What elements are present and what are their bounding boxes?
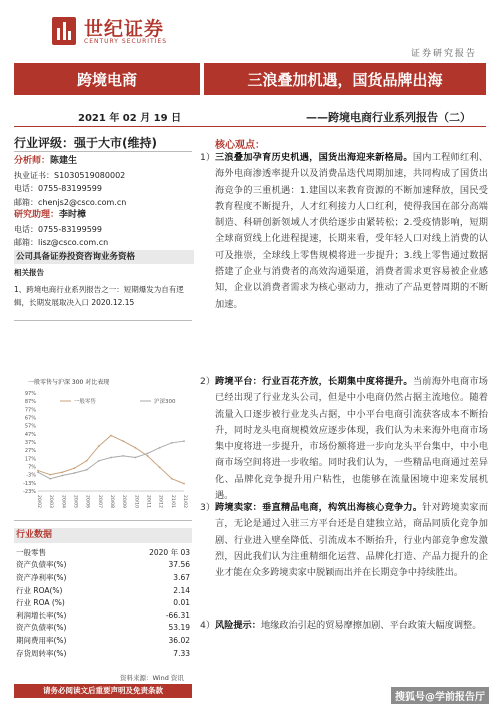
x-tick-label: 21/01	[169, 495, 175, 508]
data-point	[171, 478, 173, 480]
data-point	[49, 474, 51, 476]
x-tick-label: 20/08	[109, 495, 114, 508]
y-tick-label: 67%	[24, 415, 36, 422]
table-row	[14, 546, 192, 559]
data-point	[147, 455, 149, 457]
related-title: 相关报告	[14, 268, 44, 277]
divider	[14, 151, 192, 152]
table-row	[14, 559, 192, 572]
divider	[14, 320, 192, 321]
data-point	[86, 469, 88, 471]
point-body: 国内工程师红利、海外电商渗透率提升以及消费品迭代周期加速，共同构成了国货出海竞争的三重机遇：1.建国以来教育资源的不断加速释放，国民受教育程度不断提升，人才红利接力人口红利，使得我国在部分高端制造、科研创新领域人才供给逐步由紧转松；2.受疫情影响，短期全球商贸线上化进程提速，长期来看，受年轻人口对线上消费的认可及推崇，全球线上零售规模将进一步提升；3.线上零售通过数据搭建了企业与消费者的高效沟通渠道，消费者需求更容易被企业感知，企业以消费者需求为核心驱动力，推动了产品更替周期的不断加速。	[215, 152, 488, 310]
point-heading: 风险提示：	[215, 620, 261, 631]
disclaimer-footer: 请务必阅读文后重要声明及免责条款	[14, 684, 192, 698]
x-tick-label: 20/03	[48, 495, 54, 508]
license-bar: 公司具备证券投资咨询业务资格	[14, 250, 194, 264]
x-tick-label: 21/02	[182, 495, 187, 508]
data-point	[110, 435, 112, 437]
point-text	[215, 150, 488, 313]
y-tick-label: -13%	[23, 480, 36, 487]
y-tick-label: 97%	[24, 391, 36, 397]
related-report[interactable]: 1、跨境电商行业系列报告之一：短期爆发为自有逻辑，长期发展取决入口 2020.12.15	[14, 285, 184, 307]
data-point	[98, 460, 100, 462]
table-row	[14, 596, 192, 609]
doc-type: 证券研究报告	[410, 49, 477, 59]
report-series: ——跨境电商行业系列报告（二）	[306, 111, 471, 124]
y-tick-label: 77%	[24, 407, 36, 414]
x-tick-label: 20/11	[145, 495, 151, 508]
indicator-label: 一般零售	[16, 547, 46, 557]
indicator-label: 行业 ROA (%)	[16, 598, 65, 608]
data-point	[110, 457, 112, 459]
indicator-label: 资产净利率(%)	[16, 572, 67, 582]
point-number: 4）	[200, 620, 216, 631]
indicator-label: 利润增长率(%)	[16, 610, 67, 620]
point-body: 针对跨境卖家而言，无论是通过入驻三方平台还是自建独立站，商品同质化竞争加剧、行业进入壁垒降低、引流成本不断抬升，行业内部竞争愈发激烈，因此我们认为注重精细化运营、品牌化打造、产品力提升的企业才能在众多跨境卖家中脱颖而出并在长期竞争中持续胜出。	[215, 502, 488, 579]
brand-name: 世纪证券	[84, 18, 165, 40]
y-tick-label: 47%	[24, 431, 36, 438]
y-tick-label: -23%	[23, 489, 36, 495]
data-point	[134, 447, 136, 449]
data-point	[171, 442, 173, 444]
data-point	[183, 440, 185, 442]
y-tick-label: 37%	[24, 440, 36, 446]
x-tick-label: 20/05	[72, 495, 78, 508]
x-tick-label: 20/02	[36, 495, 41, 508]
core-point	[200, 618, 488, 648]
point-number: 2）	[200, 376, 216, 387]
table-row	[14, 622, 192, 635]
point-heading: 跨境平台：行业百花齐放，长期集中度将提升。	[215, 376, 413, 387]
analyst-block	[14, 155, 192, 250]
indicator-value: 36.02	[168, 635, 190, 645]
core-point	[200, 374, 488, 502]
headline-banner: 三浪叠加机遇，国货品牌出海	[204, 63, 486, 95]
header-rule	[14, 126, 486, 127]
watermark: 搜狐号@学前报告厅	[391, 687, 489, 704]
x-tick-label: 20/06	[84, 495, 90, 508]
indicator-label: 资产负债率(%)	[16, 623, 67, 633]
chart-svg	[14, 375, 192, 513]
indicator-label: 行业 ROA(%)	[16, 585, 63, 595]
point-number: 3）	[200, 502, 216, 513]
data-point	[159, 466, 161, 468]
comparison-chart	[14, 375, 192, 513]
indicator-value: 2.14	[173, 585, 190, 595]
indicator-label: 存货周转率(%)	[16, 648, 67, 658]
indicator-value: -66.31	[165, 610, 190, 620]
y-tick-label: 17%	[24, 456, 36, 463]
table-row	[14, 634, 192, 647]
data-point	[74, 467, 76, 469]
data-source: 资料来源：Wind 资讯	[120, 674, 184, 682]
data-point	[98, 445, 100, 447]
x-tick-label: 20/12	[157, 495, 163, 508]
x-tick-label: 20/04	[60, 495, 66, 508]
data-point	[49, 478, 51, 480]
analyst-email[interactable]: 邮箱：chenjs2@csco.com.cn	[14, 197, 127, 207]
point-body: 地缘政治引起的贸易摩擦加剧、平台政策大幅度调整。	[260, 620, 482, 631]
indicator-value: 53.19	[168, 623, 190, 633]
analyst-phone: 电话：0755-83199599	[14, 184, 102, 193]
data-point	[61, 471, 63, 473]
divider	[14, 520, 192, 521]
sector-banner: 跨境电商	[14, 63, 200, 95]
data-point	[134, 457, 136, 459]
y-tick-label: 7%	[28, 464, 36, 471]
point-text	[215, 618, 488, 634]
point-text	[215, 500, 488, 581]
legend-entry: 一般零售	[74, 399, 97, 405]
table-row	[14, 584, 192, 597]
data-point	[86, 460, 88, 462]
y-tick-label: 57%	[24, 423, 36, 430]
analyst-line: 分析师：陈建生	[14, 156, 78, 166]
data-point	[122, 455, 124, 457]
indicators-table	[14, 546, 192, 659]
data-point	[159, 447, 161, 449]
x-tick-label: 20/07	[96, 495, 102, 508]
point-heading: 三浪叠加孕育历史机遇，国货出海迎来新格局。	[215, 152, 413, 163]
point-text	[215, 374, 488, 504]
x-tick-label: 20/09	[121, 495, 127, 508]
data-point	[37, 471, 39, 473]
chart-title: 一般零售与沪深 300 对比表现	[28, 379, 110, 386]
indicator-value: 3.67	[173, 572, 190, 582]
indicator-label: 资产负债率(%)	[16, 560, 67, 570]
data-point	[61, 475, 63, 477]
y-tick-label: 87%	[24, 399, 36, 406]
data-point	[183, 483, 185, 485]
data-point	[122, 440, 124, 442]
data-point	[74, 472, 76, 474]
x-tick-label: 20/10	[133, 495, 139, 508]
point-body: 当前海外电商市场已经出现了行业龙头公司，但是中小电商仍然占据主流地位。随着流量入口逐步被行业龙头占据，中小平台电商引流获客成本不断抬升，同时龙头电商规模效应逐步体现，我们认为未来海外电商市场集中度将进一步提升，市场份额将进一步向龙头平台集中，中小电商市场空间将进一步收缩。同时我们认为，一些精品电商通过差异化、品牌化竞争提升用户粘性，也能够在流量困境中迎来发展机遇。	[215, 376, 488, 502]
data-point	[37, 470, 39, 472]
assistant-phone: 电话：0755-83199599	[14, 224, 102, 234]
y-tick-label: -3%	[26, 472, 36, 479]
assistant-line: 研究助理：李时樟	[14, 210, 87, 220]
indicator-value: 37.56	[168, 560, 190, 570]
brand-logo-icon	[52, 17, 76, 45]
point-number: 1）	[200, 152, 216, 163]
data-point	[147, 453, 149, 455]
report-date: 2021 年 02 月 19 日	[78, 113, 182, 124]
point-heading: 跨境卖家：垂直精品电商，构筑出海核心竞争力。	[215, 502, 423, 513]
table-row	[14, 571, 192, 584]
indicator-value: 2020 年 03	[149, 547, 190, 557]
legend-entry: 沪深300	[154, 399, 176, 405]
indicator-label: 期间费用率(%)	[16, 635, 67, 645]
indicator-value: 7.33	[173, 648, 190, 658]
industry-rating: 行业评级：强于大市(维持)	[14, 136, 157, 150]
assistant-email[interactable]: 邮箱：lisz@csco.com.cn	[14, 238, 109, 247]
analyst-cert: 执业证书：S1030519080002	[14, 170, 126, 180]
indicators-title: 行业数据	[14, 528, 192, 543]
brand-name-en: CENTURY SECURITIES	[84, 38, 168, 45]
core-views-label: 核心观点：	[215, 140, 265, 151]
indicator-value: 0.01	[173, 598, 190, 608]
table-row	[14, 609, 192, 622]
table-row	[14, 647, 192, 660]
core-point	[200, 150, 488, 360]
core-point	[200, 500, 488, 610]
y-tick-label: 27%	[24, 448, 36, 455]
